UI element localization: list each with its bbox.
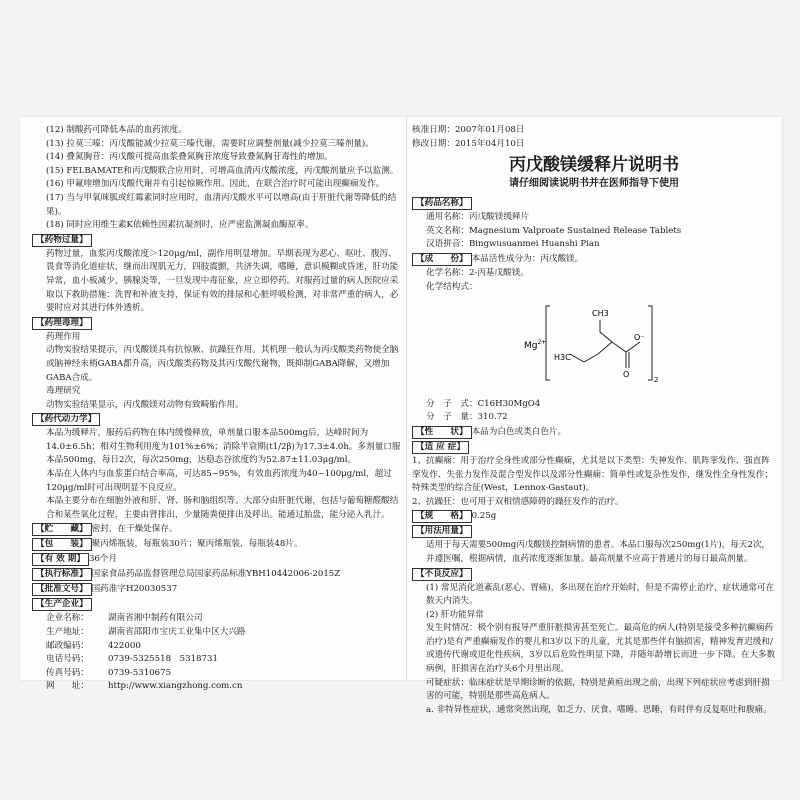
pharm-text: 动物实验结果提示，丙戊酸镁具有抗惊厥、抗躁狂作用。其机理一般认为丙戊酸类药物使全脑或脑神经末梢GABA都升高，丙戊酸类药物及其丙戊酸代谢物，既抑制GABA降解，又增加GABA合成。 xyxy=(46,345,399,383)
approval-value: 国药准字H20030537 xyxy=(91,584,178,595)
indications-heading: 【适 应 症】 xyxy=(412,441,469,454)
company-website-row xyxy=(32,680,402,694)
mg-symbol: Mg xyxy=(524,341,538,352)
company-website-key: 网 址： xyxy=(46,681,89,692)
approval-label: 【批准文号】 xyxy=(32,583,92,596)
company-website-value: http://www.xiangzhong.com.cn xyxy=(108,681,243,692)
english-name: 英文名称：Magnesium Valproate Sustained Release Tablets xyxy=(426,225,682,236)
bracket-left xyxy=(546,306,550,380)
pk-text-3: 本品主要分布在细胞外液和肝、肾、肠和脑组织等。大部分由肝脏代谢，包括与葡萄糖醛酸结合和某些氧化过程，主要由肾排出，少量随粪便排出及呼出。能通过胎盘，能分泌入乳汁。 xyxy=(46,496,399,520)
validity-value: 36个月 xyxy=(88,554,118,565)
indication-1: 1、抗癫痫：用于治疗全身性或部分性癫痫，尤其是以下类型：失神发作、肌阵挛发作、强直阵挛发作、失张力发作及混合型发作以及部分性癫痫：简单性或复杂性发作，继发性全身性发作；特殊类型的综合征(West，Lennox-Gastaut)。 xyxy=(412,455,773,494)
adverse-p5: a. 非特异性症状，通常突然出现，如乏力、厌食、嗜睡、思睡，有时伴有反复呕吐和腹痛。 xyxy=(426,704,772,715)
appearance-value: 本品为白色或类白色片。 xyxy=(471,426,567,437)
adverse-heading: 【不良反应】 xyxy=(412,568,472,581)
right-column xyxy=(412,124,776,717)
company-phone-value: 0739-5325518 5318731 xyxy=(108,654,218,665)
ingredients-row xyxy=(412,252,776,267)
mg-charge: 2+ xyxy=(537,339,547,347)
molecular-formula: 分 子 式：C16H30MgO4 xyxy=(426,398,541,409)
chemical-structure-label: 化学结构式： xyxy=(426,281,478,292)
bond-chain-main xyxy=(570,342,612,362)
bond-carboxyl xyxy=(612,342,640,352)
overdose-text: 药物过量，血浆丙戊酸浓度＞120μg/ml，副作用明显增加。早期表现为恶心、呕吐、腹泻、畏食等消化道症状，继而出现肌无力，四肢震颤，共济失调，嗜睡，意识模糊或昏迷，肝功能异常，血小板减少，胰腺炎等，一旦发现中毒征象，应立即停药。对服药过量的病人医院应采取以下救助措施：洗胃和补液支持，保证有效的排尿和心脏呼吸检测，对非常严重的病人，必要时应对其进行体外透析。 xyxy=(46,248,399,314)
company-name-row xyxy=(32,612,402,626)
storage-value: 密封，在干燥处保存。 xyxy=(91,524,178,535)
adverse-p3: 发生时情况：极个别有报导严重肝脏损害甚至死亡。最高危的病人(特别是接受多种抗癫痫药治疗)是有严重癫痫发作的婴儿和3岁以下的儿童，尤其是那些伴有脑损害，精神发育迟缓和/或遗传代谢或退化性疾病，3岁以后危险性明显下降，并随年龄增长而进一步下降。在大多数病例，肝损害在治疗头6个月里出现。 xyxy=(426,623,776,675)
pinyin-name: 汉语拼音：Bingwusuanmei Huanshi Pian xyxy=(426,239,600,250)
spec-value: 0.25g xyxy=(471,511,497,522)
company-address-key: 生产地址： xyxy=(46,627,89,638)
usage-text: 适用于每天需要500mg丙戊酸镁控制病情的患者。本品口服每次250mg(1片)，每天2次，并遵医嘱，根据病情，血药浓度逐渐加量。最高剂量不应高于普通片的每日最高剂量。 xyxy=(426,540,771,564)
name-heading: 【药品名称】 xyxy=(412,197,472,210)
package-value: 聚丙烯瓶装，每瓶装30片；聚丙烯瓶装，每瓶装48片。 xyxy=(91,539,303,550)
interaction-17: (17) 当与甲氧咪胍或红霉素同时应用时，血清丙戊酸水平可以增高(由于肝脏代谢等降低的结果)。 xyxy=(46,192,397,217)
pharm-tox-heading: 【药理毒理】 xyxy=(32,317,92,330)
company-fax-row xyxy=(32,667,402,681)
revised-date: 修改日期：2015年04月10日 xyxy=(412,138,525,149)
approval-row xyxy=(32,582,402,597)
indication-2: 2、抗躁狂：也可用于双相情感障碍的躁狂发作的治疗。 xyxy=(412,496,624,507)
company-fax-key: 传真号码： xyxy=(46,667,89,678)
storage-row xyxy=(32,522,402,537)
left-column xyxy=(32,124,402,694)
validity-label: 【有 效 期】 xyxy=(32,553,89,566)
bond-carbonyl xyxy=(626,352,629,368)
company-name-key: 企业名称： xyxy=(46,613,89,624)
molecular-weight: 分 子 量：310.72 xyxy=(426,412,508,423)
company-address-value: 湖南省邵阳市宝庆工业集中区大兴路 xyxy=(108,627,246,638)
ch3-top: CH3 xyxy=(592,309,609,319)
overdose-heading: 【药物过量】 xyxy=(32,234,92,247)
company-postcode-key: 邮政编码： xyxy=(46,640,89,651)
interaction-16: (16) 甲氟喹增加丙戊酸代谢并有引起惊厥作用。因此，在联合治疗时可能出现癫痫发作。 xyxy=(46,179,385,190)
spec-row xyxy=(412,509,776,524)
standard-row xyxy=(32,567,402,582)
interaction-12: (12) 制酸药可降低本品的血药浓度。 xyxy=(46,125,187,135)
chemical-name: 化学名称：2-丙基戊酸镁。 xyxy=(426,267,529,278)
package-label: 【包 装】 xyxy=(32,538,92,551)
company-phone-key: 电话号码： xyxy=(46,654,89,665)
company-name-value: 湖南省湘中制药有限公司 xyxy=(108,613,203,624)
interaction-14: (14) 叠氮胸苷：丙戊酸可提高血浆叠氮胸苷浓度导致叠氮胸苷毒性的增加。 xyxy=(46,152,333,163)
pk-text-1: 本品为缓释片，服药后药物在体内缓慢释放，单剂量口服本品500mg后，达峰时间为14.0±6.5h；相对生物利用度为101%±6%；消除半衰期(t1/2β)为17.3±4.0h。多剂量口服本品500mg，每日2次，每次250mg，达稳态谷浓度约为52.87±11.03μg/ml。 xyxy=(46,428,401,466)
document-title: 丙戊酸镁缓释片说明书 xyxy=(509,155,679,176)
spec-label: 【规 格】 xyxy=(412,510,472,523)
mg-label xyxy=(524,339,546,351)
interaction-18: (18) 同时应用维生素K依赖性因素抗凝剂时，应严密监测凝血酶原率。 xyxy=(46,220,314,231)
o-minus-label: O⁻ xyxy=(634,333,645,343)
leaflet-sheet xyxy=(20,117,782,715)
document-subtitle: 请仔细阅读说明书并在医师指导下使用 xyxy=(509,178,679,190)
ingredients-value: 本品活性成分为：丙戊酸镁。 xyxy=(471,253,584,264)
approved-date: 核准日期：2007年01月08日 xyxy=(412,125,525,135)
bond-chain-top xyxy=(600,320,612,342)
appearance-label: 【性 状】 xyxy=(412,426,472,439)
generic-name: 通用名称：丙戊酸镁缓释片 xyxy=(426,212,530,223)
interaction-15: (15) FELBAMATE和丙戊酸联合应用时，可增高血清丙戊酸浓度，丙戊酸剂量应予以监测。 xyxy=(46,165,399,176)
fold-line xyxy=(406,117,407,680)
chemical-structure xyxy=(520,296,660,388)
o-label: O xyxy=(623,370,630,380)
pk-heading: 【药代动力学】 xyxy=(32,413,100,426)
package-row xyxy=(32,537,402,552)
pk-text-2: 本品在人体内与血浆蛋白结合率高，可达85~95%，有效血药浓度为40~100μg/ml，超过120μg/ml时可出现明显不良反应。 xyxy=(46,469,392,493)
standard-label: 【执行标准】 xyxy=(32,568,92,581)
standard-value: 国家食品药品监督管理总局国家药品标准YBH10442006-2015Z xyxy=(91,569,341,580)
interaction-13: (13) 拉莫三嗪：丙戊酸能减少拉莫三嗪代谢，需要时应调整剂量(减少拉莫三嗪剂量)。 xyxy=(46,138,374,149)
appearance-row xyxy=(412,425,776,440)
ingredients-label: 【成 份】 xyxy=(412,253,472,266)
company-phone-row xyxy=(32,653,402,667)
company-postcode-value: 422000 xyxy=(108,640,141,651)
usage-heading: 【用法用量】 xyxy=(412,525,472,538)
adverse-p1: (1) 常见消化道紊乱(恶心、胃痛)，多出现在治疗开始时，但是不需停止治疗，症状通常可在数天内消失。 xyxy=(426,582,775,607)
company-address-row xyxy=(32,626,402,640)
storage-label: 【贮 藏】 xyxy=(32,523,92,536)
bracket-right xyxy=(648,306,652,380)
h3c-label: H3C xyxy=(554,353,571,363)
pharm-subheading: 药理作用 xyxy=(46,331,81,342)
adverse-p2: (2) 肝功能异常 xyxy=(426,609,484,620)
tox-subheading: 毒理研究 xyxy=(46,386,81,397)
manufacturer-heading: 【生产企业】 xyxy=(32,598,92,611)
validity-row xyxy=(32,552,402,567)
company-fax-value: 0739-5310675 xyxy=(108,667,172,678)
tox-text: 动物实验结果显示，丙戊酸镁对动物有致畸胎作用。 xyxy=(46,399,244,410)
subscript-2: 2 xyxy=(654,376,659,385)
company-postcode-row xyxy=(32,640,402,654)
adverse-p4: 可疑症状：临床症状是早期诊断的依据，特别是黄疸出现之前，出现下列症状应考虑到肝损害的可能，特别是那些高危病人。 xyxy=(426,677,770,702)
